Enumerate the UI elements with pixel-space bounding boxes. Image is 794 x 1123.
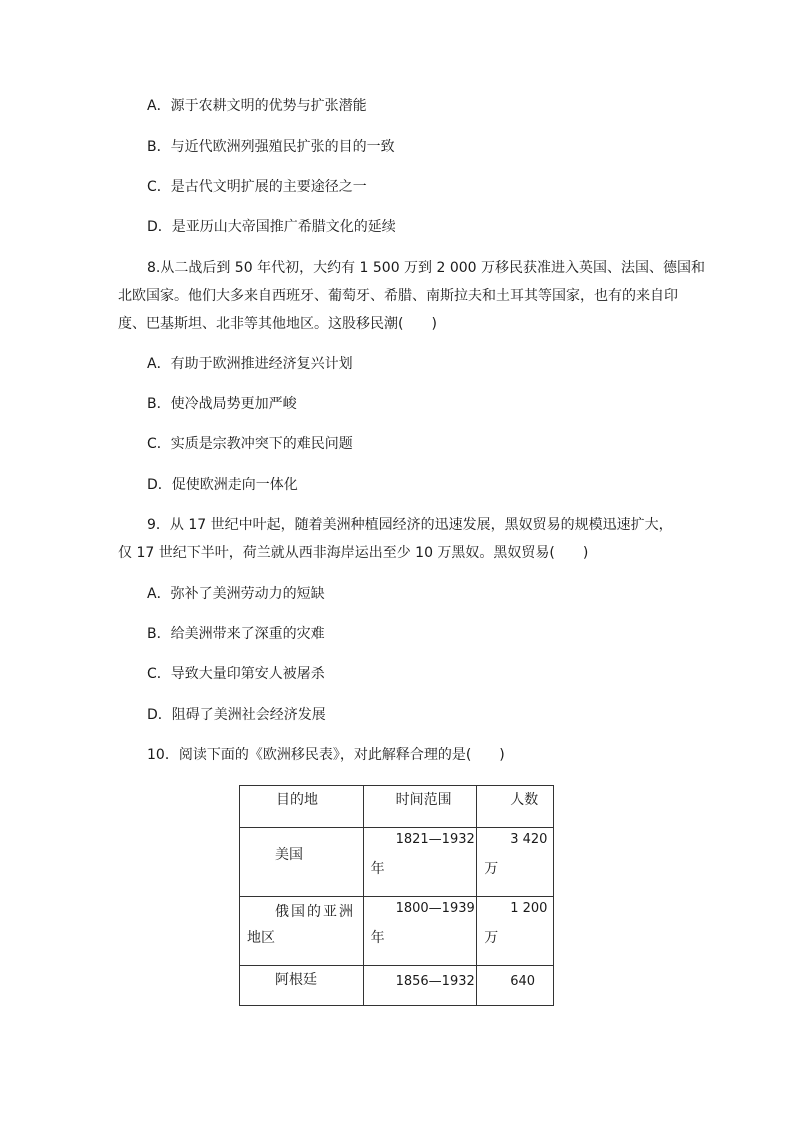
destination-text-cont: 地区 [247,930,275,946]
cell-time-range [363,966,477,1006]
q10-stem: 10．阅读下面的《欧洲移民表》，对此解释合理的是( ) [147,747,505,763]
q9-option-a: A．弥补了美洲劳动力的短缺 [147,586,325,602]
time-range-text: 1821—1932 [395,832,475,847]
cell-count [477,966,554,1006]
destination-text: 阿根廷 [275,972,317,988]
q8-option-a: A．有助于欧洲推进经济复兴计划 [147,356,353,372]
q9-stem-line-1: 9．从 17 世纪中叶起，随着美洲种植园经济的迅速发展，黑奴贸易的规模迅速扩大， [147,517,673,533]
header-cell-time-range [363,786,477,828]
cell-count [477,828,554,897]
q8-stem-line-3: 度、巴基斯坦、北非等其他地区。这股移民潮( ) [118,316,437,332]
header-destination: 目的地 [276,792,318,808]
q9-option-d: D．阻碍了美洲社会经济发展 [147,707,326,723]
table-row [240,828,554,897]
cell-count [477,897,554,966]
time-range-text: 1856—1932 [395,974,475,989]
cell-time-range [363,828,477,897]
cell-destination [240,966,364,1006]
time-range-unit: 年 [370,861,385,877]
q8-stem-line-2: 北欧国家。他们大多来自西班牙、葡萄牙、希腊、南斯拉夫和土耳其等国家，也有的来自印 [118,288,678,304]
emigration-table [239,785,554,1006]
count-text: 640 [510,974,536,989]
destination-text: 美国 [275,847,303,863]
q8-stem-line-1: 8.从二战后到 50 年代初，大约有 1 500 万到 2 000 万移民获准进入英国、法国、德国和 [147,260,706,276]
header-cell-destination [240,786,364,828]
header-time-range: 时间范围 [395,792,452,808]
count-unit: 万 [484,861,499,877]
header-count: 人数 [510,792,539,808]
cell-time-range [363,897,477,966]
q7-option-c: C．是古代文明扩展的主要途径之一 [147,179,367,195]
table-header-row [240,786,554,828]
q9-stem-line-2: 仅 17 世纪下半叶，荷兰就从西非海岸运出至少 10 万黑奴。黑奴贸易( ) [118,545,589,561]
q9-option-c: C．导致大量印第安人被屠杀 [147,666,325,682]
destination-text: 俄国的亚洲 [275,904,355,920]
table-row [240,966,554,1006]
cell-destination [240,897,364,966]
q8-option-d: D．促使欧洲走向一体化 [147,477,298,493]
table-row [240,897,554,966]
header-cell-count [477,786,554,828]
q8-option-b: B．使冷战局势更加严峻 [147,396,297,412]
q9-option-b: B．给美洲带来了深重的灾难 [147,626,325,642]
cell-destination [240,828,364,897]
time-range-unit: 年 [370,930,385,946]
q8-option-c: C．实质是宗教冲突下的难民问题 [147,436,353,452]
q7-option-a: A．源于农耕文明的优势与扩张潜能 [147,98,367,114]
time-range-text: 1800—1939 [395,901,475,916]
count-text: 3 420 [510,832,548,847]
q7-option-d: D．是亚历山大帝国推广希腊文化的延续 [147,219,396,235]
count-text: 1 200 [510,901,548,916]
count-unit: 万 [484,930,499,946]
q7-option-b: B．与近代欧洲列强殖民扩张的目的一致 [147,139,395,155]
